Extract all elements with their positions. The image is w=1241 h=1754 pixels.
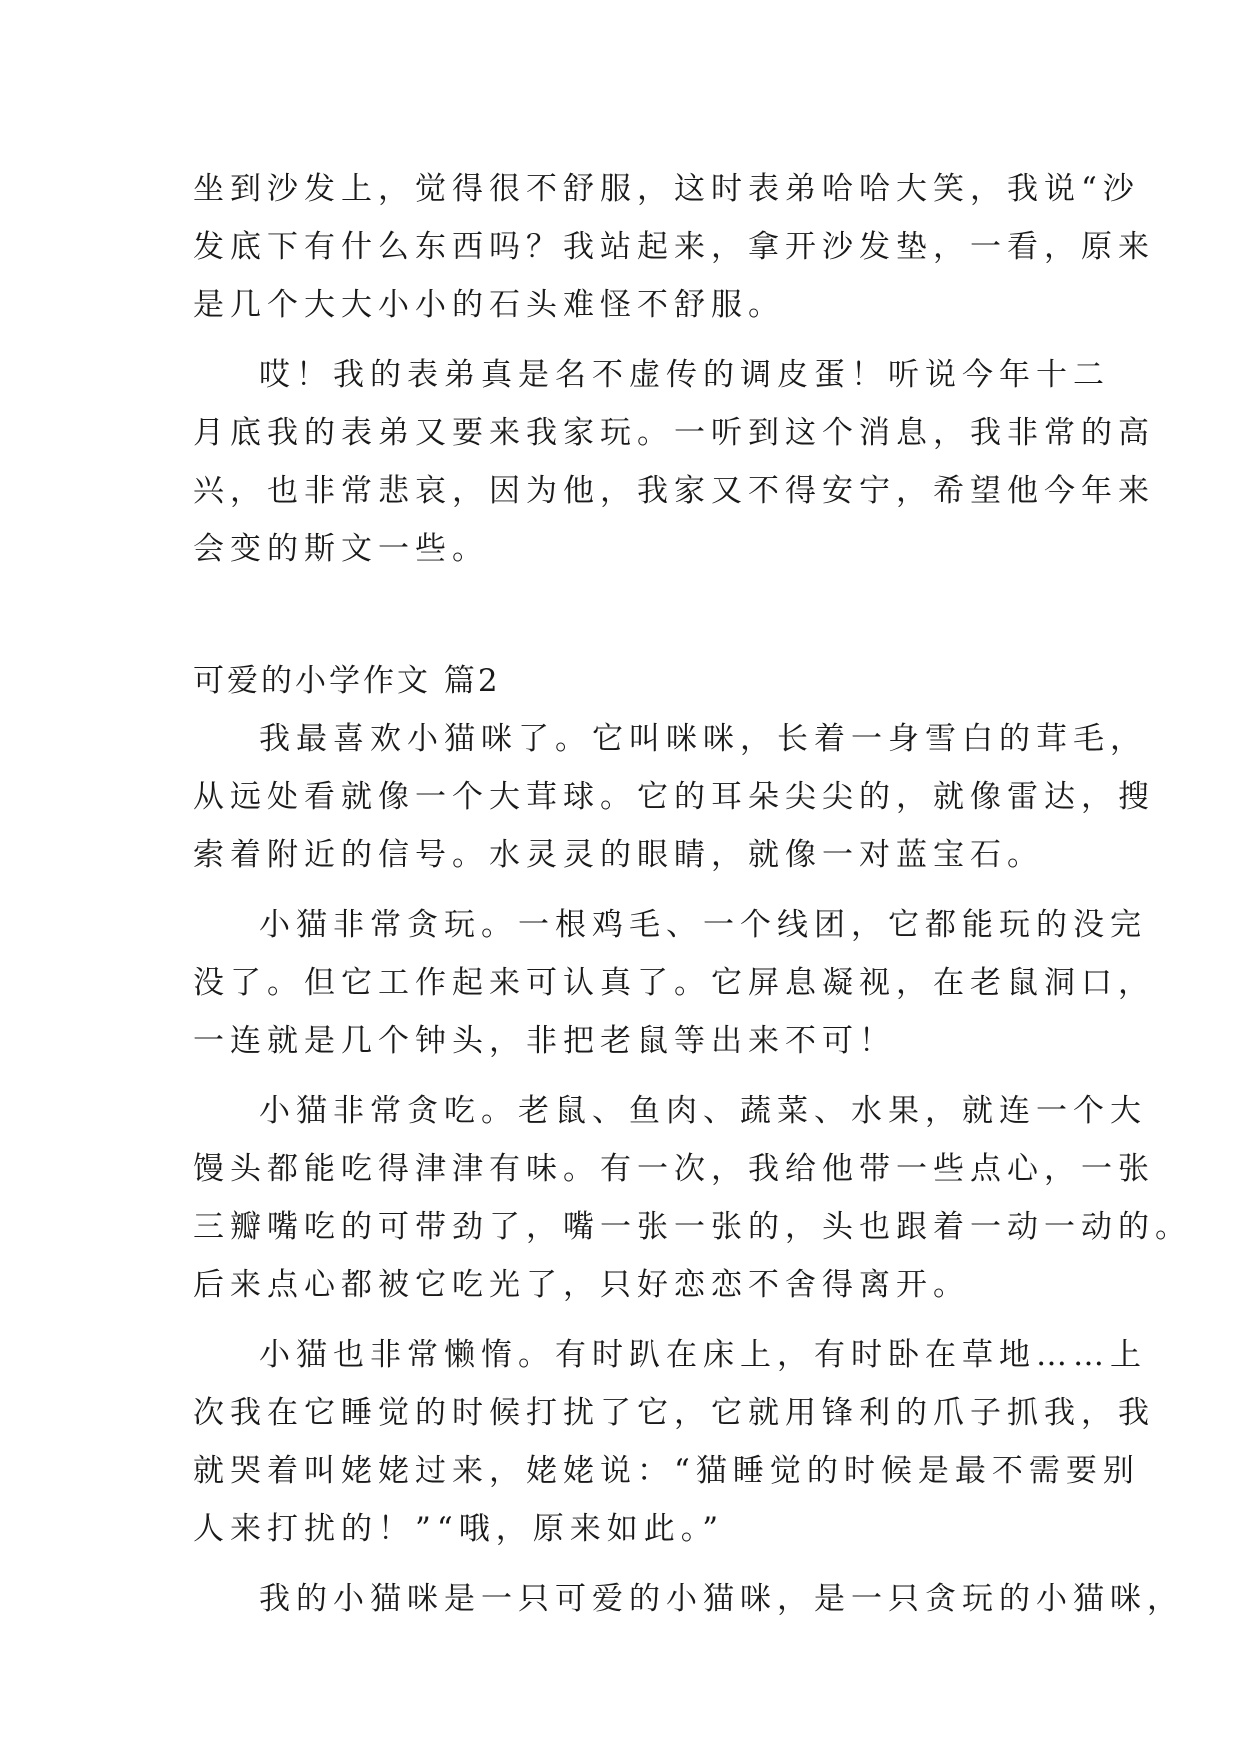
paragraph-spacer (193, 1070, 1063, 1082)
text-line: 索着附近的信号。水灵灵的眼睛，就像一对蓝宝石。 (193, 837, 1044, 873)
paragraph (193, 1570, 1184, 1628)
text-line: 后来点心都被它吃光了，只好恋恋不舍得离开。 (193, 1267, 970, 1303)
paragraph-spacer (193, 1558, 1063, 1570)
paragraph (193, 1326, 1155, 1558)
text-line: 月底我的表弟又要来我家玩。一听到这个消息，我非常的高 (193, 415, 1155, 451)
text-line: 我的小猫咪是一只可爱的小猫咪，是一只贪玩的小猫咪， (259, 1581, 1184, 1617)
text-line: 一连就是几个钟头，非把老鼠等出来不可！ (193, 1023, 896, 1059)
text-line: 馒头都能吃得津津有味。有一次，我给他带一些点心，一张 (193, 1151, 1155, 1187)
text-line: 从远处看就像一个大茸球。它的耳朵尖尖的，就像雷达，搜 (193, 779, 1155, 815)
text-line: 小猫也非常懒惰。有时趴在床上，有时卧在草地……上 (259, 1337, 1147, 1373)
paragraph-spacer (193, 884, 1063, 896)
text-line: 小猫非常贪玩。一根鸡毛、一个线团，它都能玩的没完 (259, 907, 1147, 943)
text-line: 次我在它睡觉的时候打扰了它，它就用锋利的爪子抓我，我 (193, 1395, 1155, 1431)
text-line: 是几个大大小小的石头难怪不舒服。 (193, 287, 785, 323)
paragraph-spacer (193, 334, 1063, 346)
text-line: 我最喜欢小猫咪了。它叫咪咪，长着一身雪白的茸毛， (259, 721, 1147, 757)
text-line: 没了。但它工作起来可认真了。它屏息凝视，在老鼠洞口， (193, 965, 1155, 1001)
paragraph (193, 710, 1155, 884)
paragraph-spacer (193, 1314, 1063, 1326)
text-line: 人来打扰的！”“哦，原来如此。” (193, 1511, 725, 1547)
text-line: 坐到沙发上，觉得很不舒服，这时表弟哈哈大笑，我说“沙 (193, 171, 1140, 207)
section-spacer (193, 578, 1063, 652)
paragraph (193, 160, 1155, 334)
paragraph (193, 1082, 1192, 1314)
document-body (193, 160, 1192, 1628)
text-line: 兴，也非常悲哀，因为他，我家又不得安宁，希望他今年来 (193, 473, 1155, 509)
text-line: 哎！我的表弟真是名不虚传的调皮蛋！听说今年十二 (259, 357, 1110, 393)
text-line: 发底下有什么东西吗？我站起来，拿开沙发垫，一看，原来 (193, 229, 1155, 265)
section-heading (193, 652, 1063, 710)
text-line: 三瓣嘴吃的可带劲了，嘴一张一张的，头也跟着一动一动的。 (193, 1209, 1192, 1245)
paragraph (193, 896, 1155, 1070)
text-line: 会变的斯文一些。 (193, 531, 489, 567)
text-line: 就哭着叫姥姥过来，姥姥说：“猫睡觉的时候是最不需要别 (193, 1453, 1140, 1489)
paragraph (193, 346, 1155, 578)
text-line: 小猫非常贪吃。老鼠、鱼肉、蔬菜、水果，就连一个大 (259, 1093, 1147, 1129)
heading-text: 可爱的小学作文 篇2 (193, 663, 501, 699)
